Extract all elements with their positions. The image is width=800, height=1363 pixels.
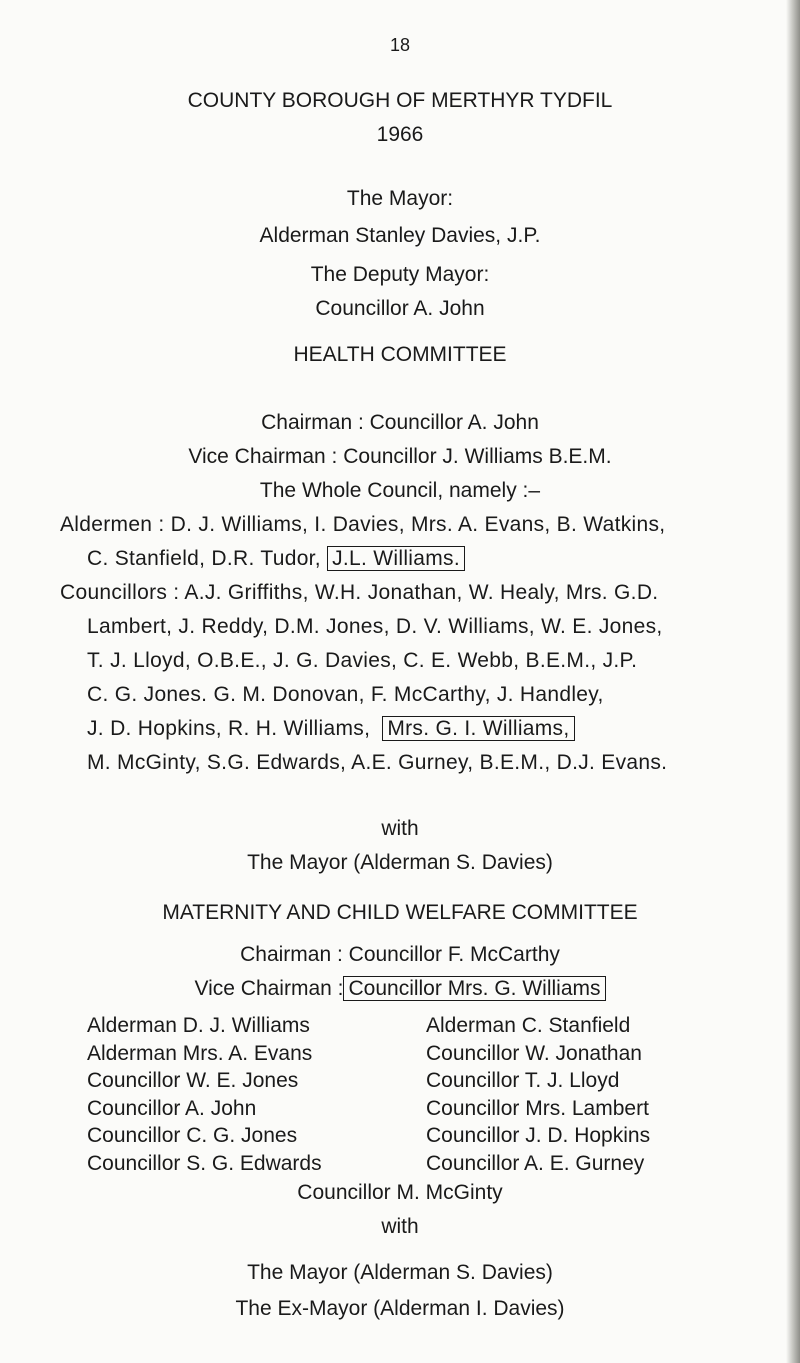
- health-chairman: Chairman : Councillor A. John: [261, 411, 539, 434]
- whole-council-line: The Whole Council, namely :–: [259, 479, 541, 502]
- deputy-mayor-label: The Deputy Mayor:: [310, 263, 490, 286]
- maternity-member-center: Councillor M. McGinty: [297, 1181, 503, 1204]
- maternity-with-ex-mayor: The Ex-Mayor (Alderman I. Davies): [235, 1297, 565, 1320]
- member-left-3: Councillor W. E. Jones: [87, 1069, 299, 1092]
- health-with: with: [381, 817, 419, 840]
- document-title: COUNTY BOROUGH OF MERTHYR TYDFIL: [187, 89, 613, 112]
- aldermen-line-2: [87, 546, 465, 572]
- member-left-4: Councillor A. John: [87, 1096, 257, 1120]
- maternity-committee-heading: MATERNITY AND CHILD WELFARE COMMITTEE: [162, 901, 638, 924]
- member-right-3: Councillor T. J. Lloyd: [426, 1069, 620, 1092]
- boxed-name-jl-williams: J.L. Williams.: [327, 546, 465, 571]
- mayor-name: Alderman Stanley Davies, J.P.: [259, 224, 541, 247]
- document-year: 1966: [376, 123, 424, 146]
- member-left-5: Councillor C. G. Jones: [87, 1124, 298, 1147]
- councillors-line-4: C. G. Jones. G. M. Donovan, F. McCarthy, J. Handley,: [87, 683, 604, 706]
- member-right-2: Councillor W. Jonathan: [426, 1041, 642, 1065]
- member-right-1: Alderman C. Stanfield: [426, 1014, 631, 1037]
- maternity-vice-chairman: [0, 976, 800, 1002]
- maternity-vice-chairman-label: Vice Chairman :: [194, 977, 344, 1000]
- maternity-members-left-column: [87, 1012, 322, 1177]
- health-vice-chairman: Vice Chairman : Councillor J. Williams B.E.M.: [188, 445, 612, 468]
- councillors-line-5-text: J. D. Hopkins, R. H. Williams,: [87, 717, 371, 740]
- member-left-2: Alderman Mrs. A. Evans: [87, 1041, 313, 1065]
- councillors-line-1: Councillors : A.J. Griffiths, W.H. Jonathan, W. Healy, Mrs. G.D.: [60, 581, 659, 604]
- member-right-5: Councillor J. D. Hopkins: [426, 1124, 651, 1147]
- member-left-1: Alderman D. J. Williams: [87, 1014, 310, 1037]
- boxed-name-mrs-gi-williams: Mrs. G. I. Williams,: [382, 716, 574, 741]
- councillors-line-5: [87, 716, 575, 742]
- deputy-mayor-name: Councillor A. John: [315, 297, 485, 320]
- page-number: 18: [389, 35, 411, 55]
- member-left-6: Councillor S. G. Edwards: [87, 1151, 322, 1175]
- maternity-with: with: [381, 1215, 419, 1238]
- aldermen-line-1: Aldermen : D. J. Williams, I. Davies, Mrs. A. Evans, B. Watkins,: [60, 513, 666, 536]
- councillors-line-3: T. J. Lloyd, O.B.E., J. G. Davies, C. E. Webb, B.E.M., J.P.: [87, 649, 638, 672]
- mayor-label: The Mayor:: [346, 187, 454, 210]
- health-with-mayor: The Mayor (Alderman S. Davies): [247, 851, 553, 874]
- maternity-chairman: Chairman : Councillor F. McCarthy: [240, 943, 560, 966]
- member-right-6: Councillor A. E. Gurney: [426, 1151, 645, 1175]
- health-committee-heading: HEALTH COMMITTEE: [293, 343, 507, 366]
- maternity-with-mayor: The Mayor (Alderman S. Davies): [247, 1261, 553, 1284]
- maternity-members-right-column: [426, 1012, 650, 1177]
- aldermen-line-2-text: C. Stanfield, D.R. Tudor,: [87, 547, 321, 570]
- councillors-line-2: Lambert, J. Reddy, D.M. Jones, D. V. Williams, W. E. Jones,: [87, 615, 663, 638]
- member-right-4: Councillor Mrs. Lambert: [426, 1096, 649, 1120]
- councillors-line-6: M. McGinty, S.G. Edwards, A.E. Gurney, B.E.M., D.J. Evans.: [87, 751, 668, 774]
- boxed-name-mrs-g-williams: Councillor Mrs. G. Williams: [343, 976, 605, 1001]
